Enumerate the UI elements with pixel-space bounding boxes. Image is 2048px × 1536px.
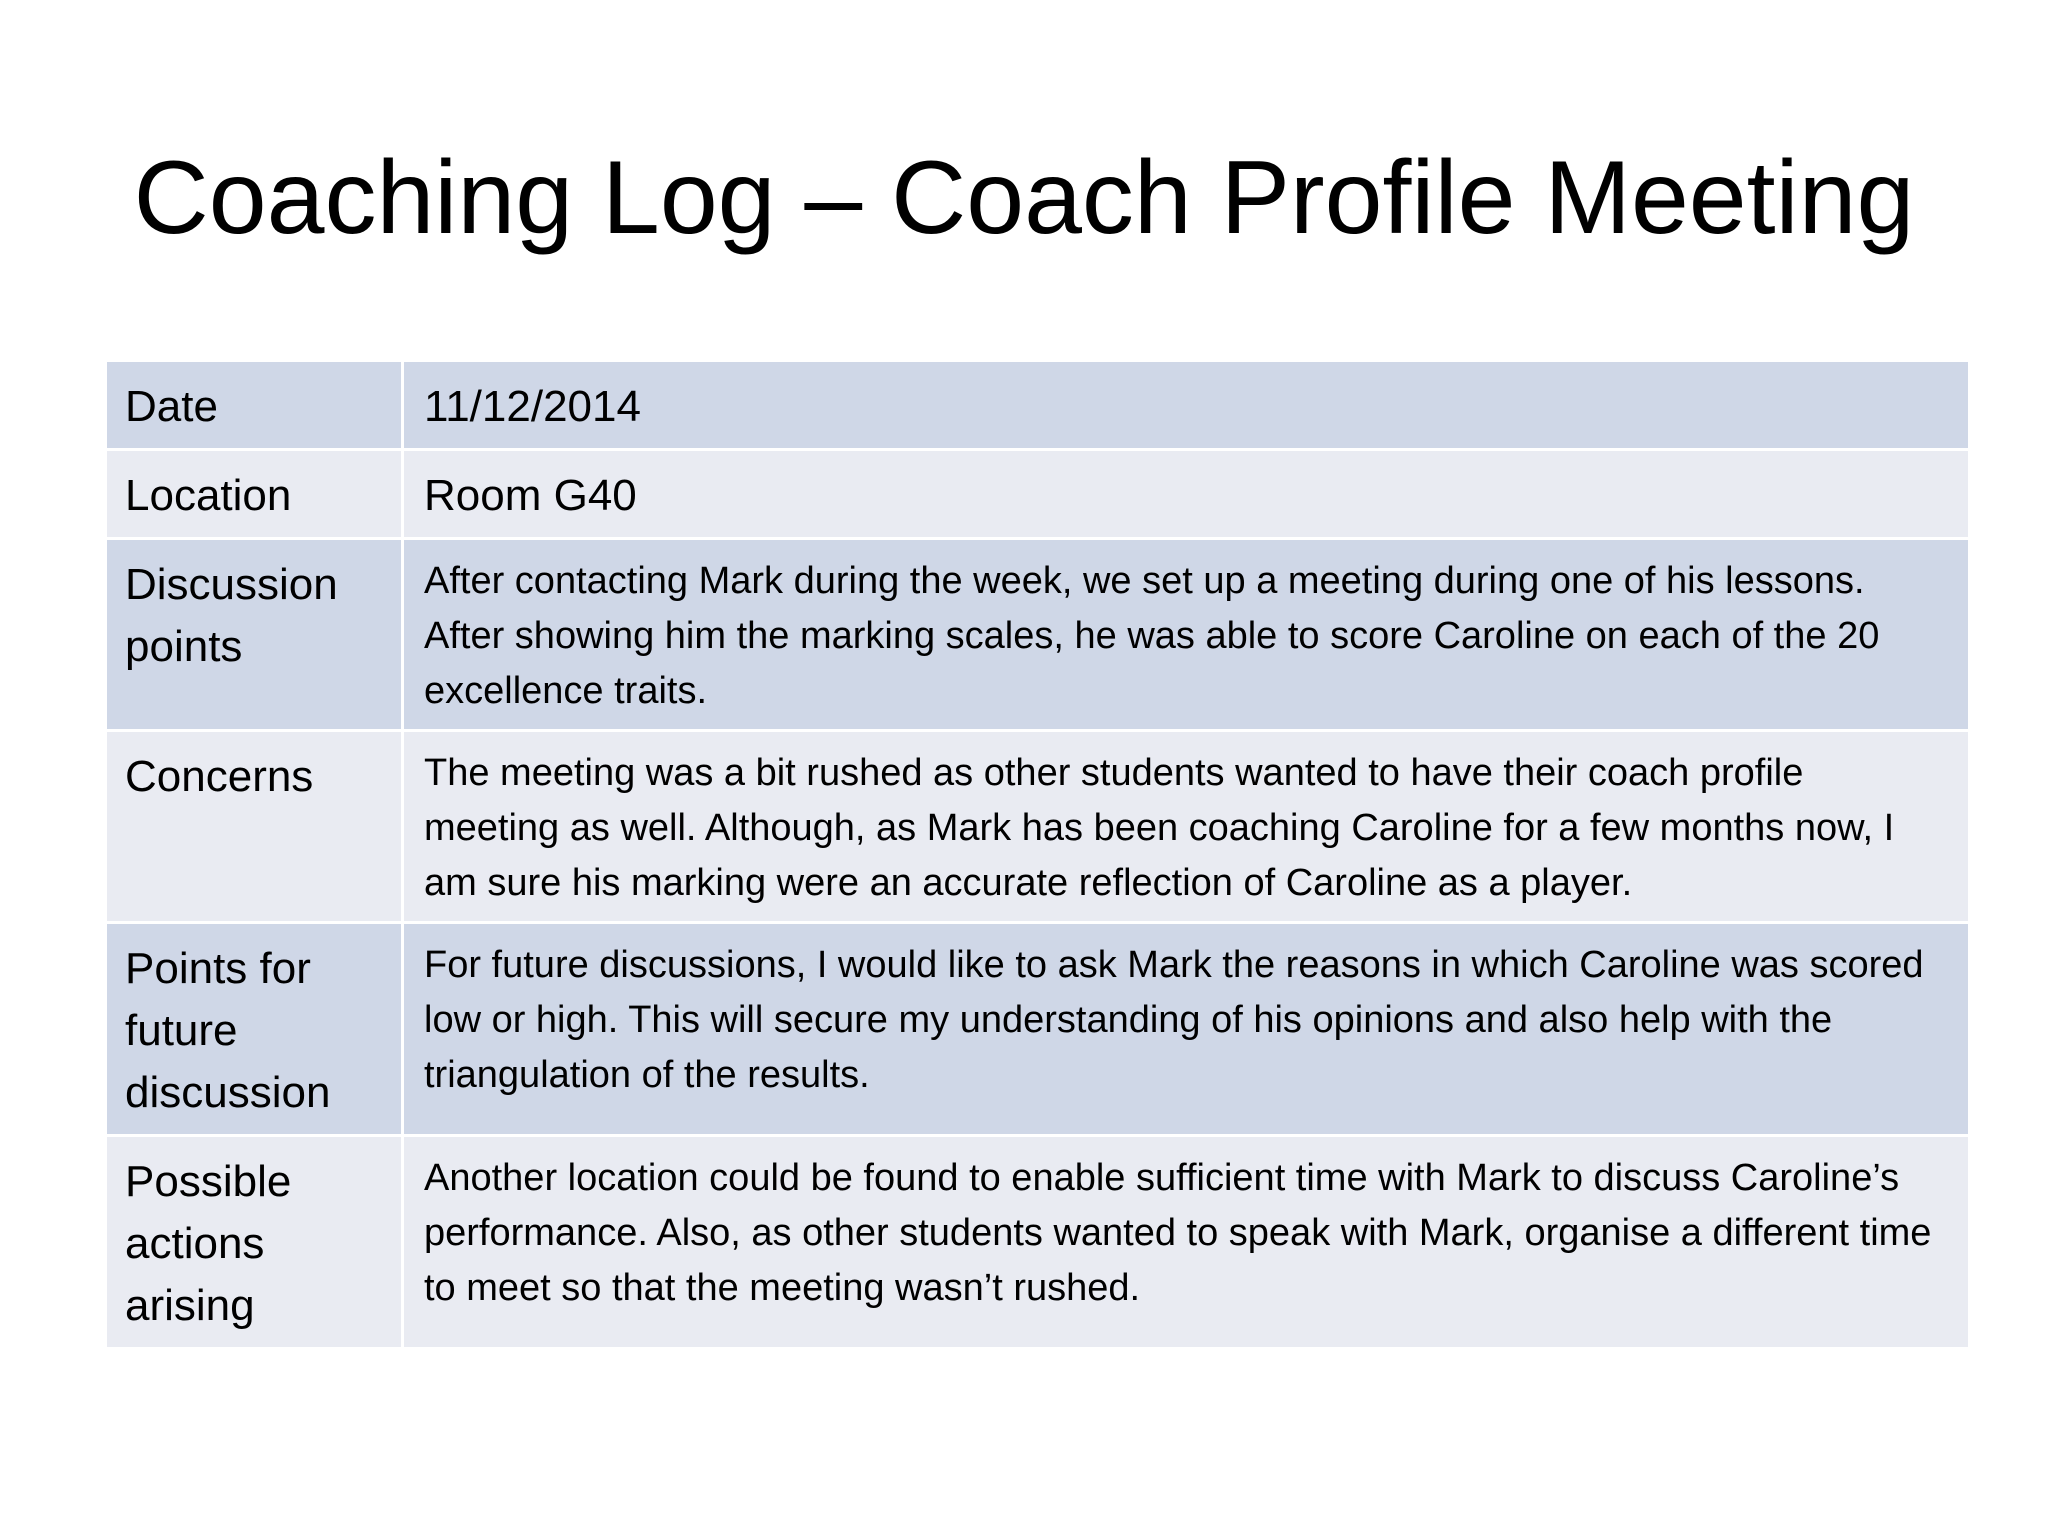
row-label-discussion-points: Discussion points	[106, 539, 403, 731]
row-label-location: Location	[106, 450, 403, 539]
table-row-possible-actions	[106, 1136, 1970, 1349]
row-value-discussion-points: After contacting Mark during the week, we set up a meeting during one of his lessons. After showing him the marking scales, he was able to score Caroline on each of the 20 excellence traits.	[403, 539, 1970, 731]
table-row-date	[106, 361, 1970, 450]
row-value-location: Room G40	[403, 450, 1970, 539]
row-label-future-discussion: Points for future discussion	[106, 923, 403, 1136]
table-row-location	[106, 450, 1970, 539]
row-value-possible-actions: Another location could be found to enable sufficient time with Mark to discuss Caroline’s performance. Also, as other students wanted to speak with Mark, organise a different time to meet so that the meeting wasn’t rushed.	[403, 1136, 1970, 1349]
slide-title: Coaching Log – Coach Profile Meeting	[133, 140, 1915, 256]
table-row-concerns	[106, 731, 1970, 923]
row-value-future-discussion: For future discussions, I would like to ask Mark the reasons in which Caroline was scored low or high. This will secure my understanding of his opinions and also help with the triangulation of the results.	[403, 923, 1970, 1136]
row-value-date: 11/12/2014	[403, 361, 1970, 450]
table-row-discussion-points	[106, 539, 1970, 731]
row-label-possible-actions: Possible actions arising	[106, 1136, 403, 1349]
table-row-future-discussion	[106, 923, 1970, 1136]
row-value-concerns: The meeting was a bit rushed as other students wanted to have their coach profile meeting as well. Although, as Mark has been coaching Caroline for a few months now, I am sure his marking were an accurate reflection of Caroline as a player.	[403, 731, 1970, 923]
row-label-date: Date	[106, 361, 403, 450]
coaching-log-table	[104, 359, 1971, 1350]
row-label-concerns: Concerns	[106, 731, 403, 923]
